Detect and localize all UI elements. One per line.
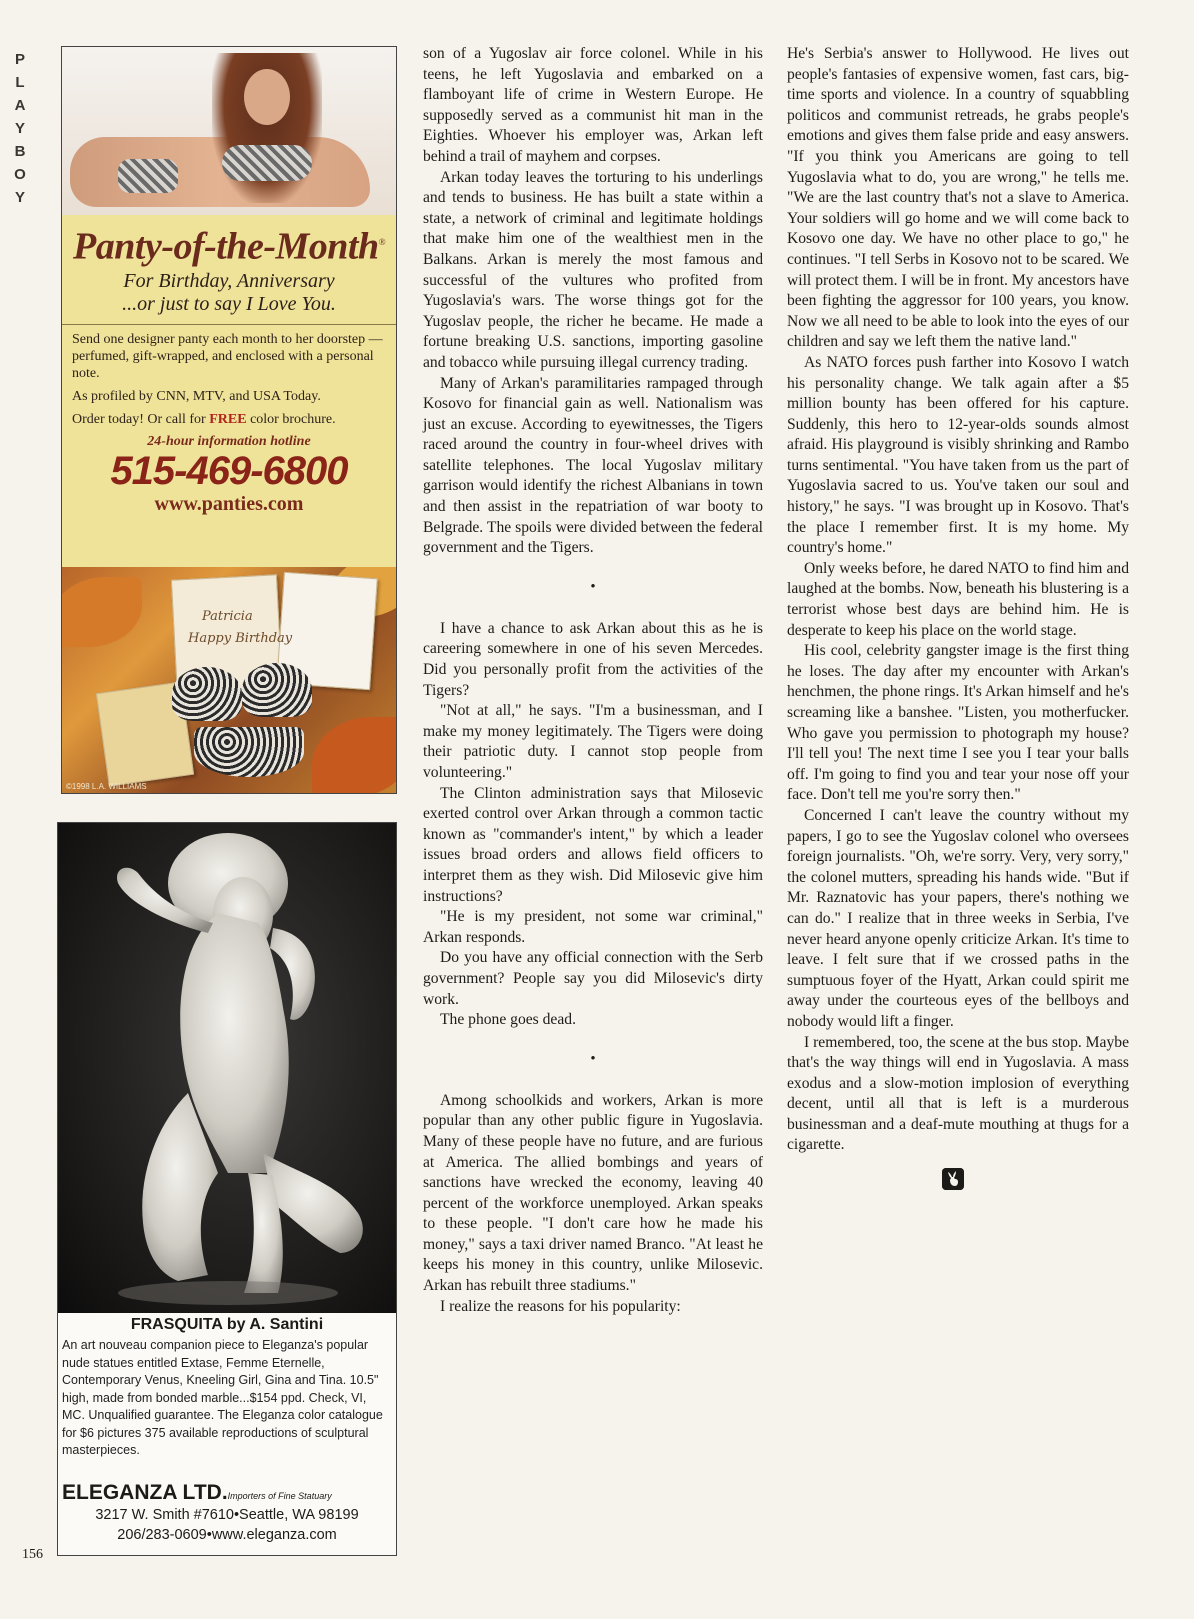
card-script-name: Patricia (202, 609, 253, 624)
photo-credit: ©1998 L.A. WILLIAMS (66, 782, 147, 791)
ad-tagline: For Birthday, Anniversary ...or just to say I Love You. (62, 270, 396, 325)
statue-title: FRASQUITA by A. Santini (130, 1316, 324, 1333)
ad-website: www.panties.com (154, 492, 304, 515)
company-address: 3217 W. Smith #7610•Seattle, WA 98199 (95, 1507, 359, 1523)
article-column-1 (423, 44, 763, 1317)
article-paragraph: The phone goes dead. (440, 1011, 576, 1029)
article-paragraph: Concerned I can't leave the country without my papers, I go to see the Yugoslav colonel who oversees foreign journalists. "Oh, we're sorry. Very, very sorry," the colonel mutters, spreading his hands wide. "But if Mr. Raznatovic has your papers, there's nothing we can do." I realize that in three weeks in Serbia, I've never heard anyone openly criticize Arkan. It's time to leave. I felt sure that if we crossed paths in the sumptuous foyer of the Hyatt, Arkan could spirit me away under the courteous eyes of the bellboys and nobody would lift a finger. (787, 806, 1129, 1030)
page-number: 156 (22, 1547, 43, 1562)
model-photo (62, 47, 396, 215)
article-paragraph: Only weeks before, he dared NATO to find him and laughed at the bombs. Now, beneath his blustering is a terrorist whose best days are behind him. He is desperate to keep his place on the world stage. (787, 559, 1129, 639)
statue-photo (58, 823, 396, 1313)
article-paragraph: son of a Yugoslav air force colonel. While in his teens, he left Yugoslavia and embarked on a flamboyant life of crime in Western Europe. He supposedly served as a communist hit man in the Eighties. Whoever his employer was, Arkan left behind a trail of mayhem and corpses. (423, 45, 763, 165)
magazine-letter: B (14, 143, 26, 160)
article-paragraph: Arkan today leaves the torturing to his underlings and tends to business. He has built a state within a state, a network of criminal and legitimate holdings that make him one of the wealthiest men in the Balkans. Arkan is merely the most famous and successful of the vultures who profited from Yugoslavia's wars. The worse things got for the Yugoslav people, the richer he became. He made a fortune breaking U.S. sanctions, importing gasoline and tobacco while pursuing illegal currency trading. (423, 168, 763, 371)
rabbit-head-icon (942, 1168, 964, 1190)
company-name: ELEGANZA LTD.Importers of Fine Statuary (62, 1481, 332, 1504)
article-paragraph: He's Serbia's answer to Hollywood. He lives out people's fantasies of expensive women, fast cars, big-time sports and violence. In a country of squabbling politicos and communist retreads, he grabs people's emotions and gives them false pride and easy answers. "If you think you Americans are going to tell Yugoslavia what to do, you are wrong," he tells me. "We are the last country that's not a slave to America. Your soldiers will go home and we will come back to Kosovo one day. We have no other place to go," he continues. "I tell Serbs in Kosovo not to be scared. We will protect them. I will be in front. My ancestors have been fighting the aggressor for 100 years, you know. Now we all need to be able to look into the eyes of our children and say we left them the native land." (787, 45, 1129, 351)
article-paragraph: I have a chance to ask Arkan about this as he is careering somewhere in one of his seven Mercedes. Did you personally profit from the activities of the Tigers? (423, 619, 763, 699)
article-paragraph: Among schoolkids and workers, Arkan is more popular than any other public figure in Yugoslavia. Many of these people have no future, and are furious at America. The allied bombings and years of sanctions have wrecked the economy, leaving 40 percent of the workforce unemployed. Arkan speaks to these people. "I don't care how he made his money," says a taxi driver named Branco. "At least he keeps his money in this country, unlike Milosevic. Arkan has rebuilt three stadiums." (423, 1091, 763, 1295)
magazine-letter: O (14, 166, 26, 183)
article-paragraph: "Not at all," he says. "I'm a businessman, and I make my money legitimately. The Tigers were doing their patriotic duty. I cannot stop people from volunteering." (423, 702, 763, 781)
magazine-letter: Y (14, 189, 25, 206)
statue-description: An art nouveau companion piece to Eleganza's popular nude statues entitled Extase, Femme Eternelle, Contemporary Venus, Kneeling Girl, Gina and Tina. 10.5" high, made from bonded marble...$154 ppd. Check, VI, MC. Unqualified guarantee. The Eleganza color catalogue for $6 pictures 375 available reproductions of sculptural masterpieces. (62, 1338, 383, 1457)
article-paragraph: I realize the reasons for his popularity: (440, 1297, 681, 1315)
panty-of-the-month-ad (61, 46, 397, 794)
section-separator: • (590, 1050, 596, 1067)
article-paragraph: The Clinton administration says that Milosevic exerted control over Arkan through a common tactic known as "commander's intent," by which a leader issues broad orders and allows field officers to interpret them as they wish. Did Milosevic give him instructions? (423, 784, 763, 905)
ad-body: Send one designer panty each month to her doorstep — perfumed, gift-wrapped, and enclosed with a personal note. As profiled by CNN, MTV, and USA Today. Order today! Or call for FREE color brochure. (72, 331, 383, 427)
magazine-letter: P (14, 51, 25, 68)
section-separator: • (590, 578, 596, 595)
gift-box-photo (62, 567, 396, 794)
ad-brand-title: Panty-of-the-Month® (73, 225, 385, 268)
article-paragraph: I remembered, too, the scene at the bus stop. Maybe that's the way things will end in Yugoslavia. A mass exodus and a slow-motion implosion of everything decent, until all that is left is a murderous businessman and a deaf-mute mouthing at thugs for a cigarette. (787, 1033, 1129, 1154)
article-paragraph: Many of Arkan's paramilitaries rampaged through Kosovo for financial gain as well. Nationalism was just an excuse. According to eyewitnesses, the Tigers raced around the country in four-wheel drives with satellite telephones. The local Yugoslav military garrison would identify the richest Albanians in town and then assist in the repatriation of war booty to Belgrade. The spoils were divided between the federal government and the Tigers. (423, 374, 763, 557)
magazine-letter: Y (14, 120, 25, 137)
article-column-2 (787, 44, 1129, 1190)
magazine-name-vertical (8, 48, 32, 209)
hotline-label: 24-hour information hotline (147, 433, 311, 449)
company-contact: 206/283-0609•www.eleganza.com (117, 1527, 337, 1543)
article-paragraph: His cool, celebrity gangster image is the first thing he loses. The day after my encounter with Arkan's henchmen, the phone rings. It's Arkan himself and he's screaming like a banshee. "Listen, you motherfucker. Who gave you permission to photograph my house? I'll tell you! The next time I see you I tear your balls off. I'm going to find you and tear your nose off your face. Don't tell me you're sorry then." (787, 642, 1129, 804)
magazine-letter: L (15, 74, 25, 91)
article-paragraph: "He is my president, not some war criminal," Arkan responds. (423, 908, 763, 946)
magazine-letter: A (14, 97, 26, 114)
ad-phone-number: 515-469-6800 (110, 448, 348, 493)
eleganza-statue-ad (57, 822, 397, 1556)
statue-illustration (58, 823, 396, 1313)
article-paragraph: Do you have any official connection with the Serb government? People say you did Milosevic's dirty work. (423, 949, 763, 1008)
card-script-greeting: Happy Birthday (188, 631, 293, 646)
article-paragraph: As NATO forces push farther into Kosovo I watch his personality change. We talk again after a $5 million bounty has been offered for his capture. Suddenly, this hero to 12-year-olds sounds almost afraid. His playground is visibly shrinking and Rambo turns sentimental. "You have taken from us the part of Yugoslavia sacred to us. You've taken our soul and history," he says. "I was brought up in Kosovo. That's the place I remember first. It is my home. My country's home." (787, 353, 1129, 557)
